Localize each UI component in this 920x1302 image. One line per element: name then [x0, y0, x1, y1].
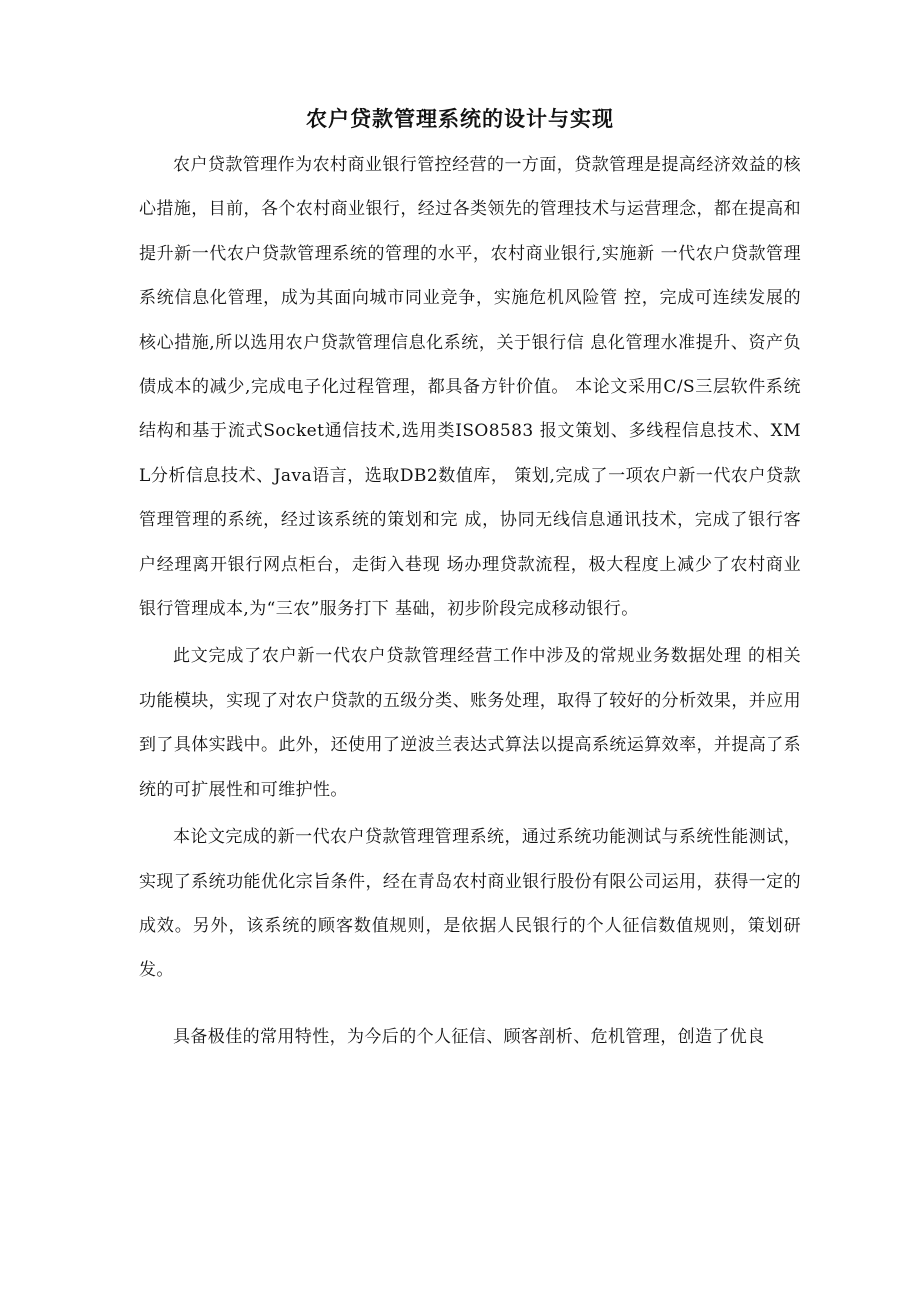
paragraph-abstract-4: 具备极佳的常用特性，为今后的个人征信、顾客剖析、危机管理，创造了优良	[173, 1026, 765, 1047]
document-title: 农户贷款管理系统的设计与实现	[306, 106, 614, 131]
paragraph-abstract-1: 农户贷款管理作为农村商业银行管控经营的一方面，贷款管理是提高经济效益的核心措施，目前，各个农村商业银行，经过各类领先的管理技术与运营理念，都在提高和提升新一代农户贷款管理系统的管理的水平，农村商业银行,实施新 一代农户贷款管理系统信息化管理，成为其面向城市同业竞争，实施危机风险管 控，完成可连续发展的核心措施,所以选用农户贷款管理信息化系统，关于银行信 息化管理水准提升、资产负债成本的减少,完成电子化过程管理，都具备方针价值。 本论文采用C/S三层软件系统结构和基于流式Socket通信技术,选用类ISO8583 报文策划、多线程信息技术、XML分析信息技术、Java语言，选取DB2数值库， 策划,完成了一项农户新一代农户贷款管理管理的系统，经过该系统的策划和完 成，协同无线信息通讯技术，完成了银行客户经理离开银行网点柜台，走街入巷现 场办理贷款流程，极大程度上减少了农村商业银行管理成本,为“三农”服务打下 基础，初步阶段完成移动银行。	[139, 155, 801, 620]
paragraph-abstract-2: 此文完成了农户新一代农户贷款管理经营工作中涉及的常规业务数据处理 的相关功能模块，实现了对农户贷款的五级分类、账务处理，取得了较好的分析效果，并应用到了具体实践中。此外，还使用了逆波兰表达式算法以提高系统运算效率，并提高了系统的可扩展性和可维护性。	[139, 646, 801, 800]
document-body	[139, 143, 801, 1059]
paragraph-abstract-3: 本论文完成的新一代农户贷款管理管理系统，通过系统功能测试与系统性能测试，实现了系统功能优化宗旨条件，经在青岛农村商业银行股份有限公司运用，获得一定的成效。另外，该系统的顾客数值规则，是依据人民银行的个人征信数值规则，策划研发。	[139, 827, 801, 981]
